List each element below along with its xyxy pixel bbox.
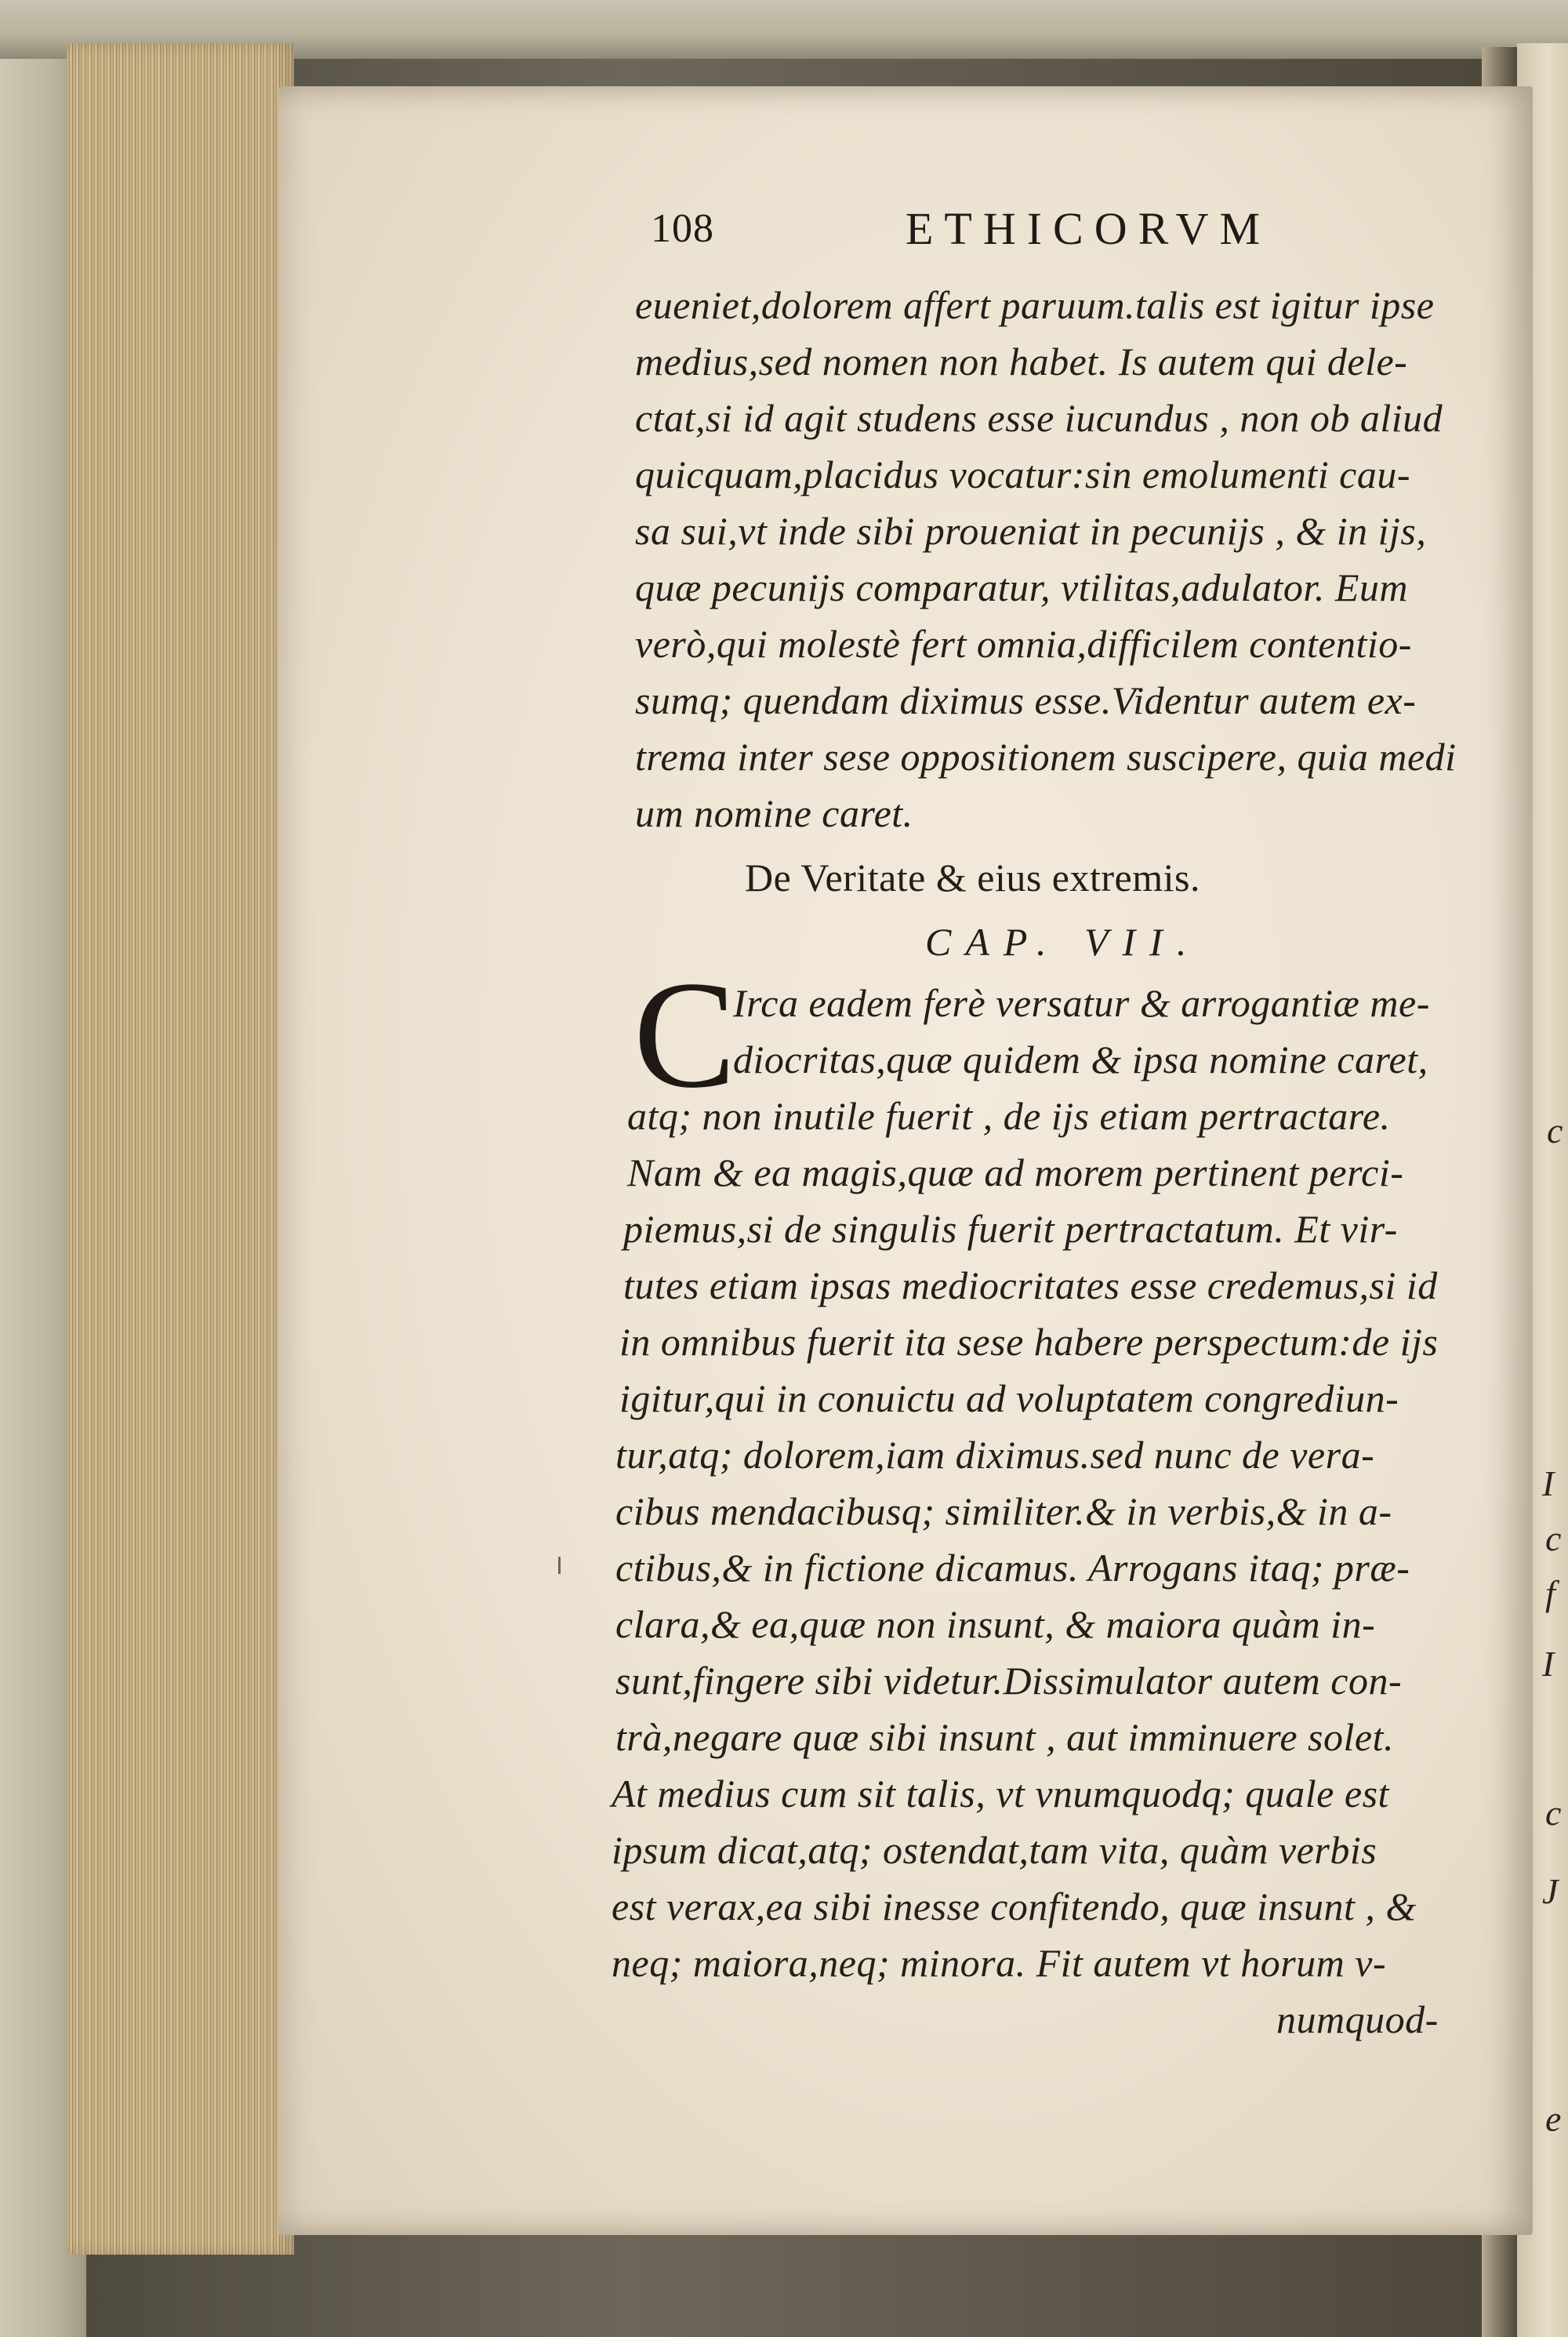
text-line: diocritas,quæ quidem & ipsa nomine caret,: [733, 1038, 1428, 1081]
chapter-number: CAP. VII.: [925, 920, 1201, 964]
text-line: atq; non inutile fuerit , de ijs etiam pertractare.: [627, 1094, 1391, 1138]
catchword: numquod-: [1276, 1997, 1439, 2041]
text-line: tur,atq; dolorem,iam diximus.sed nunc de vera-: [615, 1433, 1375, 1477]
page-number: 108: [651, 206, 714, 251]
text-line: eueniet,dolorem affert paruum.talis est igitur ipse: [635, 283, 1435, 327]
text-line: trà,negare quæ sibi insunt , aut imminuere solet.: [615, 1715, 1394, 1759]
facing-glyph: c: [1547, 1110, 1563, 1150]
drop-cap: C: [633, 950, 736, 1120]
facing-glyph: f: [1545, 1573, 1555, 1613]
page-edges: [67, 43, 294, 2255]
facing-glyph: c: [1545, 1518, 1562, 1558]
facing-glyph: I: [1542, 1463, 1555, 1503]
text-line: sa sui,vt inde sibi proueniat in pecunijs , & in ijs,: [635, 509, 1427, 553]
text-line: ipsum dicat,atq; ostendat,tam vita, quàm verbis: [612, 1828, 1377, 1872]
text-line: At medius cum sit talis, vt vnumquodq; quale est: [612, 1772, 1389, 1815]
text-line: quæ pecunijs comparatur, vtilitas,adulator. Eum: [635, 565, 1408, 609]
facing-glyph: c: [1545, 1793, 1562, 1833]
text-line: medius,sed nomen non habet. Is autem qui dele-: [635, 340, 1408, 383]
text-line: neq; maiora,neq; minora. Fit autem vt horum v-: [612, 1941, 1387, 1985]
text-line: verò,qui molestè fert omnia,difficilem contentio-: [635, 622, 1412, 666]
text-line: piemus,si de singulis fuerit pertractatum. Et vir-: [623, 1207, 1398, 1251]
text-line: ctibus,& in fictione dicamus. Arrogans itaq; præ-: [615, 1546, 1410, 1590]
facing-glyph: I: [1542, 1644, 1555, 1684]
text-line: est verax,ea sibi inesse confitendo, quæ insunt , &: [612, 1885, 1417, 1928]
running-title: ETHICORVM: [906, 203, 1272, 254]
ink-mark: [558, 1557, 561, 1574]
text-line: clara,& ea,quæ non insunt, & maiora quàm in-: [615, 1602, 1376, 1646]
text-line: cibus mendacibusq; similiter.& in verbis,& in a-: [615, 1489, 1392, 1533]
text-line: quicquam,placidus vocatur:sin emolumenti cau-: [635, 452, 1410, 496]
text-line: Nam & ea magis,quæ ad morem pertinent perci-: [627, 1150, 1404, 1194]
text-line: igitur,qui in conuictu ad voluptatem congrediun-: [619, 1376, 1399, 1420]
text-line: sumq; quendam diximus esse.Videntur autem ex-: [635, 678, 1417, 722]
text-line: trema inter sese oppositionem suscipere, quia medi: [635, 735, 1457, 779]
text-line: ctat,si id agit studens esse iucundus , non ob aliud: [635, 396, 1443, 440]
facing-glyph: J: [1542, 1871, 1559, 1911]
text-line: sunt,fingere sibi videtur.Dissimulator autem con-: [615, 1659, 1403, 1703]
text-line: um nomine caret.: [635, 791, 913, 835]
text-line: Irca eadem ferè versatur & arrogantiæ me-: [733, 981, 1430, 1025]
text-line: tutes etiam ipsas mediocritates esse credemus,si id: [623, 1263, 1438, 1307]
chapter-heading: De Veritate & eius extremis.: [745, 856, 1200, 900]
facing-glyph: e: [1545, 2099, 1562, 2139]
text-line: in omnibus fuerit ita sese habere perspectum:de ijs: [619, 1320, 1439, 1364]
